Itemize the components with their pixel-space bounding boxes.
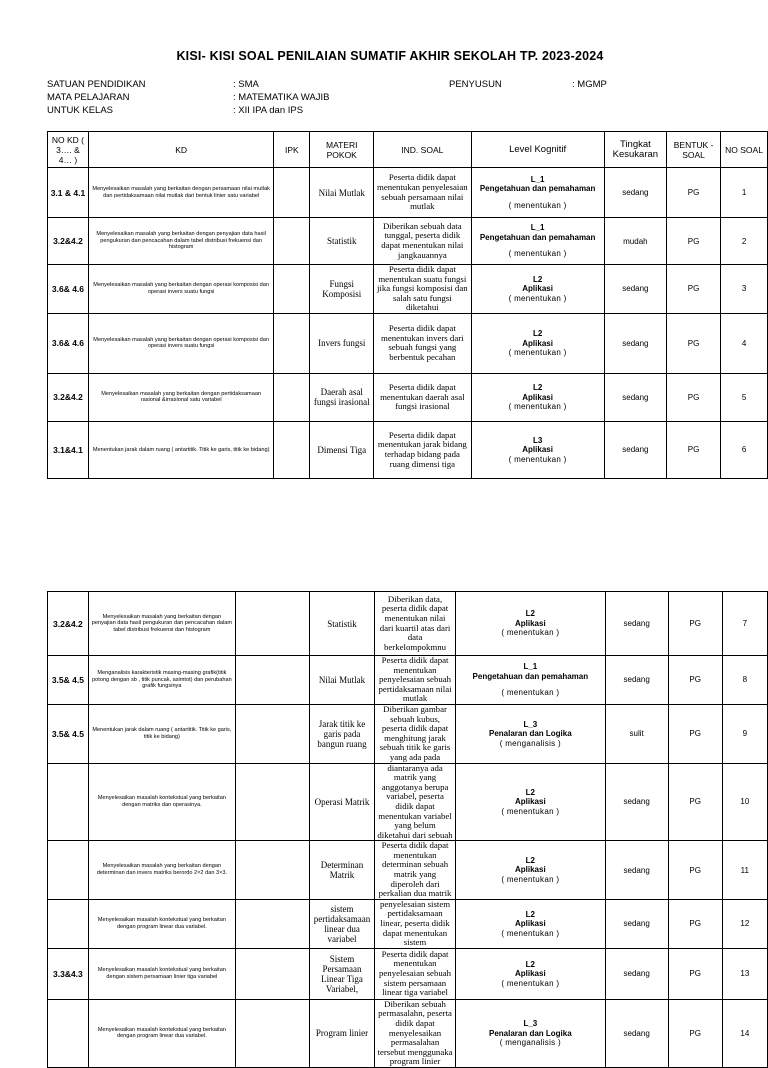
bentuk-cell: PG	[668, 841, 722, 900]
meta-row	[47, 104, 329, 117]
materi-cell: Invers fungsi	[310, 313, 374, 373]
level-code: L_1	[523, 662, 538, 672]
meta-label: UNTUK KELAS	[47, 105, 113, 116]
no-soal-cell: 12	[722, 899, 767, 948]
table-header-row	[48, 132, 768, 168]
ipk-cell	[235, 704, 309, 763]
no-soal-cell: 1	[721, 168, 768, 218]
tingkat-cell: sedang	[604, 373, 666, 421]
ind-soal-cell: Peserta didik dapat menentukan invers dari sebuah fungsi yang berbentuk pecahan	[374, 313, 471, 373]
level-cell	[471, 265, 604, 314]
level-cell	[456, 704, 605, 763]
level-name: Aplikasi	[514, 865, 546, 875]
header-materi: MATERI POKOK	[310, 132, 374, 168]
kd-cell: Menyelesaikan masalah yang berkaitan dengan penyajian data hasil pengukuran dan pencacahan dalam tabel distribusi frekuensi dan histogram	[88, 218, 273, 265]
no-soal-cell: 14	[722, 999, 767, 1067]
ipk-cell	[235, 999, 309, 1067]
level-verb: ( menganalisis )	[499, 738, 561, 748]
table-row	[48, 313, 768, 373]
bentuk-cell: PG	[667, 218, 721, 265]
level-verb: ( menentukan )	[508, 454, 567, 464]
no-soal-cell: 11	[722, 841, 767, 900]
ind-soal-cell: Diberikan data, peserta didik dapat menentukan nilai dari kuartil atas dari data berkelompokmnu	[374, 592, 455, 656]
kd-cell: Menyelesaikan masalah yang berkaitan dengan pertidaksamaan rasional &irrasional satu variabel	[88, 373, 273, 421]
bentuk-cell: PG	[668, 999, 722, 1067]
ind-soal-cell: Diberikan gambar sebuah kubus, peserta didik dapat menghitung jarak sebuah titik ke garis yang ada pada	[374, 704, 455, 763]
no-kd-cell: 3.2&4.2	[48, 373, 89, 421]
level-name: Pengetahuan dan pemahaman	[472, 671, 589, 681]
no-kd-cell	[48, 899, 89, 948]
header-kd: KD	[88, 132, 273, 168]
no-kd-cell: 3.1 & 4.1	[48, 168, 89, 218]
materi-cell: sistem pertidaksamaan linear dua variabel	[310, 899, 375, 948]
ipk-cell	[274, 265, 310, 314]
tingkat-cell: sedang	[604, 265, 666, 314]
level-name: Aplikasi	[514, 797, 546, 807]
level-cell	[471, 218, 604, 265]
ipk-cell	[235, 592, 309, 656]
materi-cell: Nilai Mutlak	[310, 656, 375, 705]
bentuk-cell: PG	[667, 373, 721, 421]
no-kd-cell: 3.2&4.2	[48, 218, 89, 265]
document-title: KISI- KISI SOAL PENILAIAN SUMATIF AKHIR SEKOLAH TP. 2023-2024	[176, 49, 604, 63]
meta-row	[449, 78, 607, 91]
level-code: L3	[532, 435, 543, 445]
level-name: Aplikasi	[514, 919, 546, 929]
level-verb: ( menentukan )	[508, 249, 567, 259]
ipk-cell	[274, 421, 310, 478]
level-code: L2	[525, 787, 535, 797]
table-row	[48, 373, 768, 421]
level-code: L_1	[530, 174, 545, 184]
ind-soal-cell: Peserta didik dapat menentukan daerah asal fungsi irasional	[374, 373, 471, 421]
materi-cell: Statistik	[310, 218, 374, 265]
meta-row	[47, 78, 329, 91]
no-soal-cell: 5	[721, 373, 768, 421]
level-cell	[456, 999, 605, 1067]
level-cell	[456, 763, 605, 841]
ind-soal-cell: Peserta didik dapat menentukan penyelesaian sebuah persamaan nilai mutlak	[374, 168, 471, 218]
no-kd-cell: 3.5& 4.5	[48, 704, 89, 763]
tingkat-cell: sedang	[605, 841, 668, 900]
materi-cell: Fungsi Komposisi	[310, 265, 374, 314]
table-row	[48, 218, 768, 265]
level-name: Aplikasi	[522, 284, 553, 294]
level-code: L_1	[530, 223, 545, 233]
bentuk-cell: PG	[668, 704, 722, 763]
tingkat-cell: sedang	[605, 656, 668, 705]
kd-cell: Menyelesaikan masalah kontekstual yang berkaitan dengan sistem persamaan linier tiga variabel	[88, 948, 235, 999]
level-verb: ( menentukan )	[508, 348, 567, 358]
kisi-table-1	[47, 131, 768, 479]
tingkat-cell: sedang	[605, 999, 668, 1067]
ipk-cell	[274, 313, 310, 373]
ipk-cell	[235, 841, 309, 900]
tingkat-cell: sedang	[605, 899, 668, 948]
level-verb: ( menentukan )	[508, 402, 567, 412]
bentuk-cell: PG	[667, 168, 721, 218]
ind-soal-cell: Peserta didik dapat menentukan suatu fungsi jika fungsi komposisi dan salah satu fungsi diketahui	[374, 265, 471, 314]
materi-cell: Operasi Matrik	[310, 763, 375, 841]
materi-cell: Statistik	[310, 592, 375, 656]
level-code: L_3	[523, 1019, 538, 1029]
no-soal-cell: 13	[722, 948, 767, 999]
no-soal-cell: 8	[722, 656, 767, 705]
ind-soal-cell: Peserta didik dapat menentukan penyelesaian sebuah sistem persamaan linear tiga variabel	[374, 948, 455, 999]
materi-cell: Dimensi Tiga	[310, 421, 374, 478]
bentuk-cell: PG	[668, 763, 722, 841]
level-code: L2	[525, 609, 535, 619]
level-verb: ( menentukan )	[508, 293, 567, 303]
table-row	[48, 168, 768, 218]
level-code: L2	[525, 909, 535, 919]
tingkat-cell: sedang	[604, 168, 666, 218]
meta-row	[47, 91, 329, 104]
level-name: Aplikasi	[522, 338, 553, 348]
level-name: Aplikasi	[514, 969, 546, 979]
table-row	[48, 704, 768, 763]
level-cell	[456, 899, 605, 948]
kd-cell: Menganalisis karakteristik masing-masing grafik(titik potong dengan sb , titik puncak, asimtot) dan perubahan grafik fungsinya	[88, 656, 235, 705]
bentuk-cell: PG	[668, 592, 722, 656]
ind-soal-cell: Peserta didik dapat menentukan penyelesaian sebuah pertidaksamaan nilai mutlak	[374, 656, 455, 705]
no-soal-cell: 4	[721, 313, 768, 373]
no-kd-cell	[48, 841, 89, 900]
ipk-cell	[235, 948, 309, 999]
level-verb: ( menentukan )	[501, 628, 560, 638]
materi-cell: Nilai Mutlak	[310, 168, 374, 218]
level-code: L2	[525, 959, 535, 969]
materi-cell: Sistem Persamaan Linear Tiga Variabel,	[310, 948, 375, 999]
level-verb: ( menganalisis )	[499, 1038, 561, 1048]
level-cell	[471, 373, 604, 421]
level-cell	[456, 841, 605, 900]
table-row	[48, 948, 768, 999]
kd-cell: Menyelesaikan masalah kontekstual yang berkaitan dengan matriks dan operasinya.	[88, 763, 235, 841]
header-ind-soal: IND. SOAL	[374, 132, 471, 168]
table-row	[48, 899, 768, 948]
no-kd-cell	[48, 999, 89, 1067]
kd-cell: Menyelesaikan masalah kontekstual yang berkaitan dengan program linear dua variabel.	[88, 999, 235, 1067]
tingkat-cell: sulit	[605, 704, 668, 763]
level-cell	[456, 592, 605, 656]
no-soal-cell: 6	[721, 421, 768, 478]
level-code: L2	[532, 274, 543, 284]
ind-soal-cell: diantaranya ada matrik yang anggotanya berupa variabel, peserta didik dapat menentukan variabel yang belum diketahui dari sebuah	[374, 763, 455, 841]
header-tingkat: Tingkat Kesukaran	[604, 132, 666, 168]
kd-cell: Menyelesaikan masalah yang berkaitan dengan determinan dan invers matriks berordo 2×2 dan 3×3.	[88, 841, 235, 900]
meta-value: : SMA	[233, 79, 259, 90]
meta-label: SATUAN PENDIDIKAN	[47, 79, 146, 90]
header-ipk: IPK	[274, 132, 310, 168]
level-cell	[471, 313, 604, 373]
level-name: Penalaran dan Logika	[488, 1028, 572, 1038]
level-code: L2	[532, 329, 543, 339]
level-verb: ( menentukan )	[501, 928, 560, 938]
header-level: Level Kognitif	[471, 132, 604, 168]
no-soal-cell: 10	[722, 763, 767, 841]
ipk-cell	[274, 168, 310, 218]
no-soal-cell: 9	[722, 704, 767, 763]
no-soal-cell: 3	[721, 265, 768, 314]
tingkat-cell: mudah	[604, 218, 666, 265]
document-meta-left	[47, 78, 329, 117]
kd-cell: Menyelesaikan masalah yang berkaitan dengan operasi komposisi dan operasi invers suatu fungsi	[88, 265, 273, 314]
level-verb: ( menentukan )	[501, 806, 560, 816]
level-cell	[456, 656, 605, 705]
table-row	[48, 421, 768, 478]
kd-cell: Menentukan jarak dalam ruang ( antartitik. Titik ke garis, titik ke bidang)	[88, 421, 273, 478]
ipk-cell	[235, 899, 309, 948]
kd-cell: Menentukan jarak dalam ruang ( antartitik. Titik ke garis, titik ke bidang)	[88, 704, 235, 763]
level-verb: ( menentukan )	[501, 874, 560, 884]
tingkat-cell: sedang	[605, 763, 668, 841]
no-kd-cell: 3.5& 4.5	[48, 656, 89, 705]
level-code: L2	[532, 383, 543, 393]
level-name: Pengetahuan dan pemahaman	[479, 184, 596, 194]
no-kd-cell	[48, 763, 89, 841]
ind-soal-cell: Diberikan sebuah permasalahn, peserta didik dapat menyelesaikan permasalahan tersebut menggunaka program linier	[374, 999, 455, 1067]
bentuk-cell: PG	[668, 656, 722, 705]
level-name: Aplikasi	[514, 618, 546, 628]
table-row	[48, 656, 768, 705]
level-name: Pengetahuan dan pemahaman	[479, 232, 596, 242]
header-no-soal: NO SOAL	[721, 132, 768, 168]
table-row	[48, 592, 768, 656]
level-name: Aplikasi	[522, 445, 553, 455]
level-cell	[471, 421, 604, 478]
header-bentuk: BENTUK - SOAL	[667, 132, 721, 168]
level-code: L_3	[523, 719, 538, 729]
no-kd-cell: 3.6& 4.6	[48, 313, 89, 373]
ipk-cell	[235, 656, 309, 705]
ind-soal-cell: Peserta didik dapat menentukan jarak bidang terhadap bidang pada ruang dimensi tiga	[374, 421, 471, 478]
level-name: Aplikasi	[522, 392, 553, 402]
ind-soal-cell: Diberikan sebuah data tunggal, peserta didik dapat menentukan nilai jangkauannya	[374, 218, 471, 265]
meta-label: PENYUSUN	[449, 79, 502, 90]
meta-value: : XII IPA dan IPS	[233, 105, 304, 116]
kd-cell: Menyelesaikan masalah kontekstual yang berkaitan dengan program linear dua variabel.	[88, 899, 235, 948]
bentuk-cell: PG	[667, 421, 721, 478]
level-cell	[456, 948, 605, 999]
tingkat-cell: sedang	[604, 421, 666, 478]
meta-label: MATA PELAJARAN	[47, 92, 130, 103]
table-row	[48, 763, 768, 841]
kd-cell: Menyelesaikan masalah yang berkaitan dengan operasi komposisi dan operasi invers suatu fungsi	[88, 313, 273, 373]
no-soal-cell: 2	[721, 218, 768, 265]
materi-cell: Jarak titik ke garis pada bangun ruang	[310, 704, 375, 763]
table-row	[48, 999, 768, 1067]
tingkat-cell: sedang	[605, 948, 668, 999]
materi-cell: Daerah asal fungsi irasional	[310, 373, 374, 421]
level-code: L2	[525, 855, 535, 865]
no-kd-cell: 3.3&4.3	[48, 948, 89, 999]
ind-soal-cell: penyelesaian sistem pertidaksamaan linear, peserta didik dapat menentukan sistem	[374, 899, 455, 948]
document-meta-right	[449, 78, 607, 91]
bentuk-cell: PG	[667, 265, 721, 314]
header-no-kd: NO KD ( 3…. & 4… )	[48, 132, 89, 168]
ipk-cell	[235, 763, 309, 841]
kd-cell: Menyelesaikan masalah yang berkaitan dengan persamaan nilai mutlak dan pertidaksamaan nilai mutlak dari bentuk linier satu variabel	[88, 168, 273, 218]
materi-cell: Determinan Matrik	[310, 841, 375, 900]
ipk-cell	[274, 373, 310, 421]
level-verb: ( menentukan )	[508, 200, 567, 210]
kisi-table-2	[47, 591, 768, 1068]
ind-soal-cell: Peserta didik dapat menentukan determinan sebuah matrik yang diperoleh dari perkalian dua matrik	[374, 841, 455, 900]
level-verb: ( menentukan )	[501, 978, 560, 988]
tingkat-cell: sedang	[605, 592, 668, 656]
no-kd-cell: 3.6& 4.6	[48, 265, 89, 314]
kd-cell: Menyelesaikan masalah yang berkaitan dengan penyajian data hasil pengukuran dan pencacahan dalam tabel distribusi frekuensi dan histogram	[88, 592, 235, 656]
no-soal-cell: 7	[722, 592, 767, 656]
table-row	[48, 841, 768, 900]
ipk-cell	[274, 218, 310, 265]
tingkat-cell: sedang	[604, 313, 666, 373]
bentuk-cell: PG	[668, 899, 722, 948]
bentuk-cell: PG	[668, 948, 722, 999]
materi-cell: Program linier	[310, 999, 375, 1067]
bentuk-cell: PG	[667, 313, 721, 373]
level-cell	[471, 168, 604, 218]
level-verb: ( menentukan )	[501, 688, 560, 698]
table-row	[48, 265, 768, 314]
level-name: Penalaran dan Logika	[488, 729, 572, 738]
no-kd-cell: 3.1&4.1	[48, 421, 89, 478]
meta-value: : MATEMATIKA WAJIB	[233, 92, 330, 103]
meta-value: : MGMP	[572, 79, 607, 90]
no-kd-cell: 3.2&4.2	[48, 592, 89, 656]
